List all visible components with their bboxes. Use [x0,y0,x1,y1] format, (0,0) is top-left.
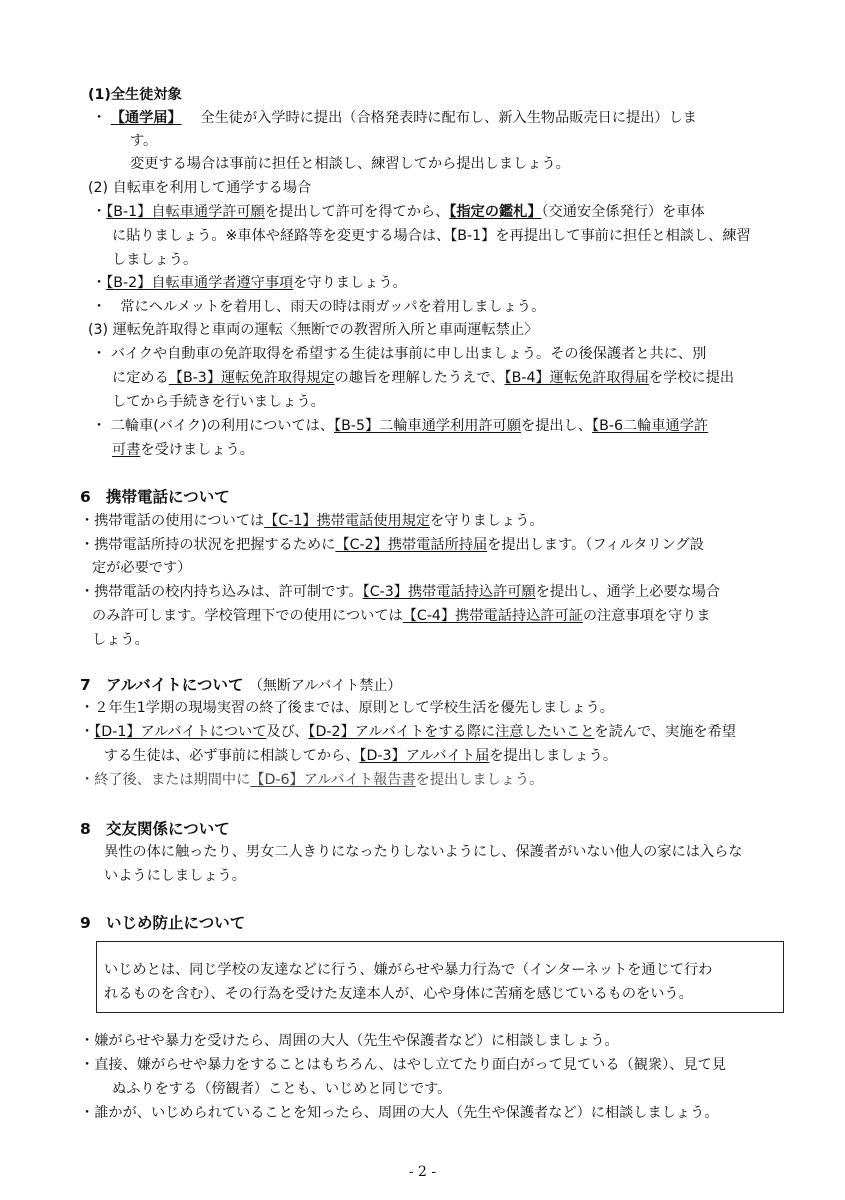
section-heading: 9 いじめ防止について [80,914,246,932]
list-item-continuation: 変更する場合は事前に担任と相談し、練習してから提出しましょう。 [130,156,570,172]
list-item: ・誰かが、いじめられていることを知ったら、周囲の大人（先生や保護者など）に相談しましょう。 [80,1105,719,1121]
form-reference: 【B-5】二輪車通学利用許可願 [334,418,522,434]
paragraph-line: 異性の体に触ったり、男女二人きりになったりしないようにし、保護者がいない他人の家には入らな [104,844,743,860]
section-heading: 6 携帯電話について [80,488,230,506]
list-item-continuation: す。 [130,133,158,149]
paragraph-line: いようにしましょう。 [104,868,246,884]
section-heading: 7 アルバイトについて （無断アルバイト禁止） [80,676,402,694]
list-item: ・携帯電話の校内持ち込みは、許可制です。【C-3】携帯電話持込許可願を提出し、通学上必要な場合 [80,584,721,600]
list-item: ・携帯電話の使用については【C-1】携帯電話使用規定を守りましょう。 [80,513,544,529]
list-item-continuation: のみ許可します。学校管理下での使用については【C-4】携帯電話持込許可証の注意事項を守りま [92,608,711,624]
form-reference: 【B-6二輪車通学許 [592,418,709,434]
list-item: ・【B-1】自転車通学許可願を提出して許可を得てから、【指定の鑑札】（交通安全係発行）を車体 [92,204,705,220]
list-item-continuation: ぬふりをする（傍観者）ことも、いじめと同じです。 [112,1081,452,1097]
list-item: ・２年生1学期の現場実習の終了後までは、原則として学校生活を優先しましょう。 [80,700,614,716]
list-item-continuation: に貼りましょう。※車体や経路等を変更する場合は、【B-1】を再提出して事前に担任と相談し、練習 [112,228,751,244]
list-item-continuation: しょう。 [92,632,149,648]
form-reference: 【C-1】携帯電話使用規定 [264,513,431,529]
list-item-continuation: 可書を受けましょう。 [112,442,254,458]
form-reference: 【指定の鑑札】 [449,204,542,220]
list-item: ・直接、嫌がらせや暴力をすることはもちろん、はやし立てたり面白がって見ている（観衆）、見て見 [80,1057,726,1073]
form-reference: 【D-6】アルバイト報告書 [250,772,416,788]
list-item: ・終了後、または期間中に【D-6】アルバイト報告書を提出しましょう。 [80,772,544,788]
list-item: ・【D-1】アルバイトについて及び、【D-2】アルバイトをする際に注意したいことを読んで、実施を希望 [80,724,736,740]
subsection-title: (1)全生徒対象 [88,87,182,103]
list-item-continuation: しましょう。 [112,252,198,268]
form-reference: 【D-3】アルバイト届 [359,748,490,764]
form-reference: 【D-1】アルバイトについて [94,724,267,740]
list-item: ・ 【通学届】 全生徒が入学時に提出（合格発表時に配布し、新入生物品販売日に提出）しま [92,110,697,126]
definition-text: れるものを含む）、その行為を受けた友達本人が、心や身体に苦痛を感じているものをいう。 [104,986,693,1002]
list-item: ・ 二輪車(バイク)の利用については、【B-5】二輪車通学利用許可願を提出し、【B-6二輪車通学許 [92,418,709,434]
form-reference: 【D-2】アルバイトをする際に注意したいこと [308,724,595,740]
list-item-continuation: に定める【B-3】運転免許取得規定の趣旨を理解したうえで、【B-4】運転免許取得届を学校に提出 [112,370,735,386]
form-reference: 可書 [112,442,141,458]
list-item: ・ 常にヘルメットを着用し、雨天の時は雨ガッパを着用しましょう。 [92,299,546,315]
page-number: - 2 - [408,1164,437,1180]
section-heading: 8 交友関係について [80,820,230,838]
form-reference: 【C-3】携帯電話持込許可願 [362,584,536,600]
form-reference: 【B-3】運転免許取得規定 [168,370,335,386]
list-item: ・嫌がらせや暴力を受けたら、周囲の大人（先生や保護者など）に相談しましょう。 [80,1033,619,1049]
form-reference: 【B-4】運転免許取得届 [504,370,649,386]
form-reference: 【B-2】自転車通学者遵守事項 [106,275,294,291]
subsection-title: (2) 自転車を利用して通学する場合 [88,180,312,196]
list-item-continuation: 定が必要です） [92,560,192,576]
form-reference: 【通学届】 [110,110,182,126]
list-item: ・ バイクや自動車の免許取得を希望する生徒は事前に申し出ましょう。その後保護者と共に、別 [92,346,707,362]
list-item: ・携帯電話所持の状況を把握するために【C-2】携帯電話所持届を提出します。（フィルタリング設 [80,537,704,553]
list-item: ・【B-2】自転車通学者遵守事項を守りましょう。 [92,275,407,291]
list-item-continuation: してから手続きを行いましょう。 [112,394,325,410]
section-subtitle: （無断アルバイト禁止） [248,678,402,694]
form-reference: 【B-1】自転車通学許可願 [106,204,265,220]
form-reference: 【C-2】携帯電話所持届 [335,537,488,553]
definition-text: いじめとは、同じ学校の友達などに行う、嫌がらせや暴力行為で（インターネットを通じて行わ [104,962,713,978]
list-item-continuation: する生徒は、必ず事前に相談してから、【D-3】アルバイト届を提出しましょう。 [104,748,618,764]
form-reference: 【C-4】携帯電話持込許可証 [402,608,583,624]
subsection-title: (3) 運転免許取得と車両の運転〈無断での教習所入所と車両運転禁止〉 [88,322,539,338]
